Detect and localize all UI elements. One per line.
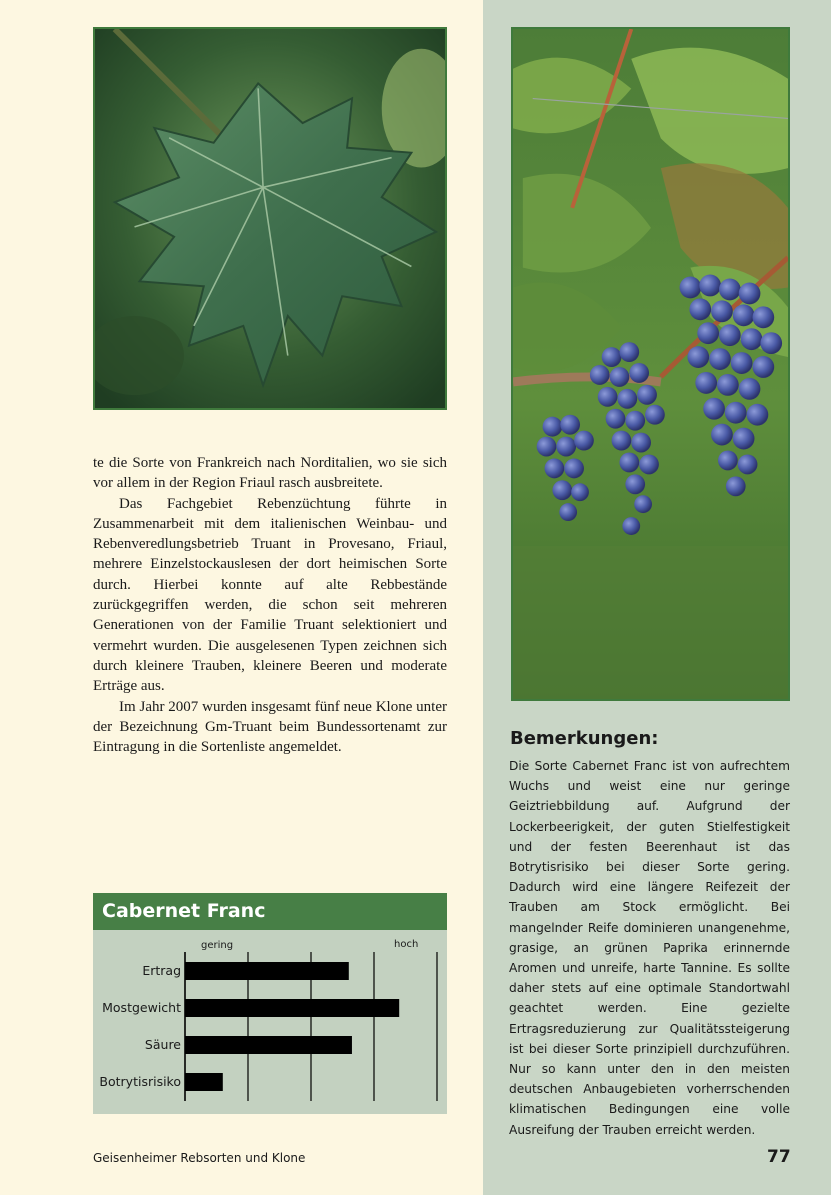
body-paragraph-3: Im Jahr 2007 wurden insgesamt fünf neue Klone unter der Bezeichnung Gm-Truant beim Bundessortenamt zur Eintragung in die Sortenliste angemeldet. [93, 698, 447, 756]
scale-high-label: hoch [394, 939, 419, 950]
bar-mostgewicht [185, 999, 399, 1017]
body-paragraph-2: Das Fachgebiet Rebenzüchtung führte in Zusammenarbeit mit dem italienischen Weinbau- und Rebenveredlungsbetrieb Truant in Provesano, Friaul, mehrere Einzelstockauslesen der dort heimischen Sorte durch. Hierbei konnte auf alte Rebbestände zurückgegriffen werden, die schon seit mehreren Generationen von der Familie Truant selektioniert und vermehrt wurden. Die ausgelesenen Typen zeichnen sich durch kleinere Trauben, kleinere Beeren und moderate Erträge aus. [93, 495, 447, 695]
page-number: 77 [767, 1147, 791, 1167]
vine-leaf-photo [93, 27, 447, 410]
chart-title: Cabernet Franc [93, 893, 447, 930]
category-label: Botrytisrisiko [99, 1074, 181, 1089]
body-paragraph-1: te die Sorte von Frankreich nach Norditalien, wo sie sich vor allem in der Region Friaul rasch ausbreitete. [93, 455, 447, 492]
remarks-text: Die Sorte Cabernet Franc ist von aufrechtem Wuchs und weist eine nur geringe Geiztriebbildung auf. Aufgrund der Lockerbeerigkeit, der guten Stielfestigkeit und der festen Beerenhaut ist das Botrytisrisiko bei dieser Sorte gering. Dadurch wird eine längere Reifezeit der Trauben am Stock ermöglicht. Bei mangelnder Reife dominieren unangenehme, grasige, an grünen Paprika erinnernde Aromen und unreife, harte Tannine. Es sollte daher stets auf eine optimale Standortwahl geachtet werden. Eine gezielte Ertragsreduzierung zur Qualitätssteigerung ist bei dieser Sorte prinzipiell durchzuführen. Nur so kann unter den in den meisten deutschen Anbaugebieten vorherrschenden klimatischen Bedingungen eine volle Ausreifung der Trauben erreicht werden. [509, 759, 790, 1137]
category-label: Säure [144, 1037, 181, 1052]
rating-bar-chart [93, 930, 447, 1114]
bar-ertrag [185, 962, 349, 980]
bar-botrytisrisiko [185, 1073, 223, 1091]
chart-box [93, 893, 447, 1114]
category-label: Mostgewicht [102, 1000, 181, 1015]
body-text [93, 453, 447, 757]
category-label: Ertrag [142, 963, 181, 978]
footer-book-title: Geisenheimer Rebsorten und Klone [93, 1151, 306, 1165]
bar-säure [185, 1036, 352, 1054]
scale-low-label: gering [201, 940, 234, 951]
grape-cluster-photo [511, 27, 790, 701]
remarks-title: Bemerkungen: [510, 728, 659, 749]
